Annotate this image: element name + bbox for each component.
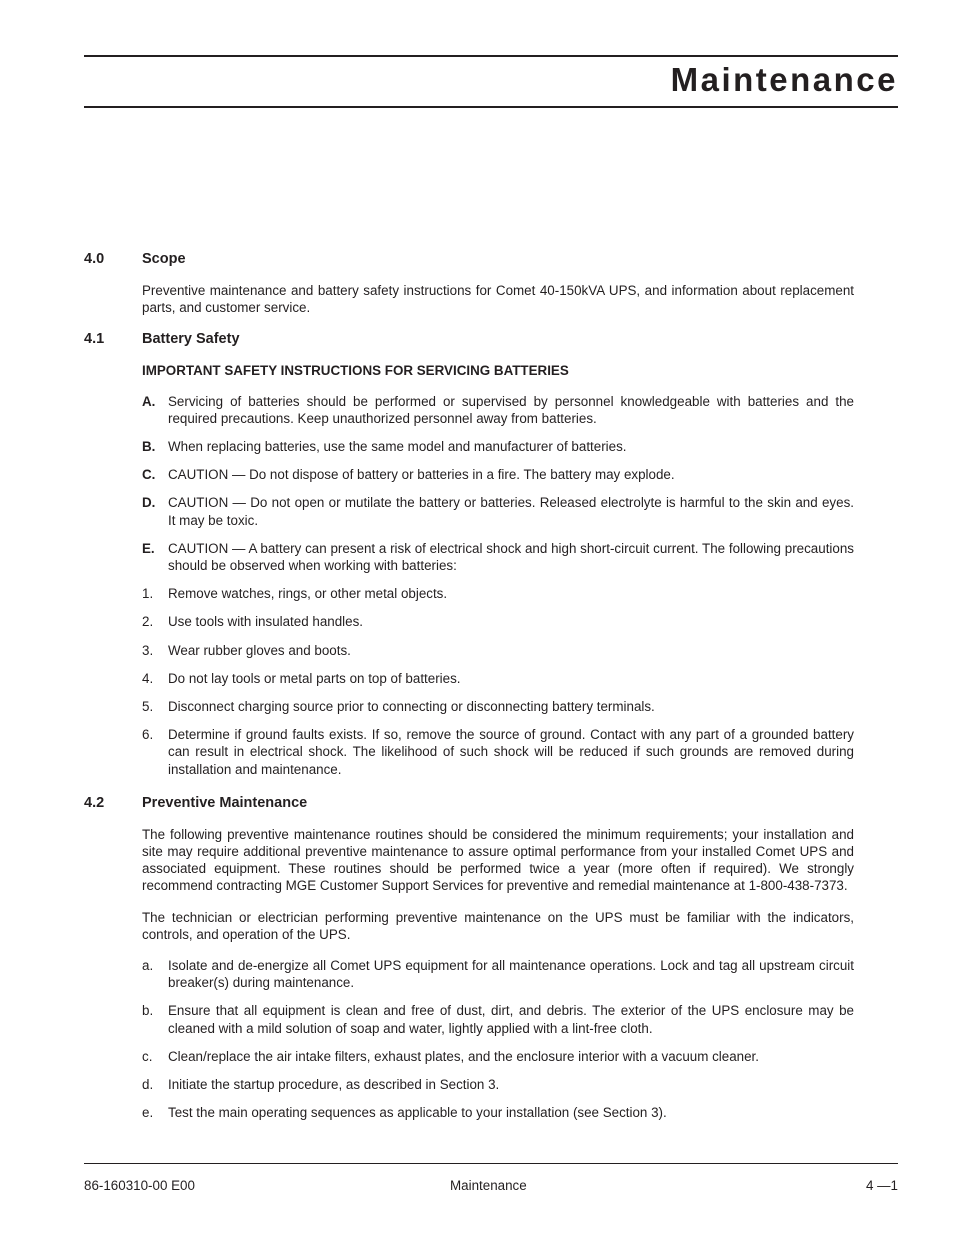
list-item <box>142 698 854 715</box>
list-item-text: Initiate the startup procedure, as described in Section 3. <box>168 1077 500 1093</box>
list-item <box>142 540 854 574</box>
list-item <box>142 585 854 602</box>
list-item <box>142 393 854 427</box>
list-marker: D. <box>142 495 156 511</box>
section-heading-preventive-maintenance <box>84 794 854 812</box>
section-number: 4.2 <box>84 794 105 811</box>
list-item-text: Isolate and de-energize all Comet UPS equipment for all maintenance operations. Lock and tag all upstream circuit breaker(s) during maintenance. <box>168 958 854 991</box>
footer-doc-number: 86-160310-00 E00 <box>84 1178 195 1193</box>
list-item <box>142 1076 854 1093</box>
list-item <box>142 957 854 991</box>
list-item-text: Wear rubber gloves and boots. <box>168 642 351 658</box>
list-item-text: CAUTION — A battery can present a risk of electrical shock and high short-circuit current. The following precautions should be observed when working with batteries: <box>168 540 854 574</box>
list-marker: d. <box>142 1077 154 1093</box>
list-marker: e. <box>142 1105 154 1121</box>
list-item-text: Do not lay tools or metal parts on top of batteries. <box>168 670 461 686</box>
section-heading-scope <box>84 250 854 268</box>
list-item <box>142 1002 854 1036</box>
maintenance-paragraph: The following preventive maintenance routines should be considered the minimum requirements; your installation and site may require additional preventive maintenance to assure optimal performance from your installed Comet UPS and associated equipment. These routines should be performed twice a year (more often if required). We strongly recommend contracting MGE Customer Support Services for preventive and remedial maintenance at 1-800-438-7373. <box>142 826 854 894</box>
list-item-text: Disconnect charging source prior to connecting or disconnecting battery terminals. <box>168 699 655 715</box>
list-marker: a. <box>142 958 154 974</box>
list-marker: c. <box>142 1048 153 1064</box>
section-title: Battery Safety <box>142 331 240 348</box>
maintenance-paragraph: The technician or electrician performing preventive maintenance on the UPS must be familiar with the indicators, controls, and operation of the UPS. <box>142 909 854 942</box>
list-item-text: When replacing batteries, use the same model and manufacturer of batteries. <box>168 439 627 455</box>
list-marker: 4. <box>142 670 154 686</box>
scope-paragraph: Preventive maintenance and battery safety instructions for Comet 40-150kVA UPS, and information about replacement parts, and customer service. <box>142 283 854 316</box>
list-item <box>142 494 854 528</box>
list-item <box>142 613 854 630</box>
document-body <box>84 250 854 1133</box>
list-item-text: Ensure that all equipment is clean and free of dust, dirt, and debris. The exterior of the UPS enclosure may be cleaned with a mild solution of soap and water, lightly applied with a lint-free cloth. <box>168 1003 854 1036</box>
list-item-text: Servicing of batteries should be performed or supervised by personnel knowledgeable with batteries and the required precautions. Keep unauthorized personnel away from batteries. <box>168 393 854 426</box>
footer-page-number: 4 —1 <box>865 1178 898 1193</box>
list-item-text: Clean/replace the air intake filters, exhaust plates, and the enclosure interior with a vacuum cleaner. <box>168 1048 759 1064</box>
list-item-text: CAUTION — Do not dispose of battery or batteries in a fire. The battery may explode. <box>168 467 675 483</box>
list-item-text: Remove watches, rings, or other metal objects. <box>168 586 448 602</box>
list-item-text: Determine if ground faults exists. If so, remove the source of ground. Contact with any part of a grounded battery can result in electrical shock. The likelihood of such shock will be reduced if such grounds are removed during installation and maintenance. <box>168 727 854 777</box>
section-title: Scope <box>142 251 186 267</box>
list-item <box>142 726 854 778</box>
header-bottom-rule <box>84 106 898 108</box>
list-marker: C. <box>142 467 156 483</box>
list-marker: 3. <box>142 642 154 658</box>
safety-instructions-subheading: IMPORTANT SAFETY INSTRUCTIONS FOR SERVICING BATTERIES <box>142 363 569 379</box>
page-title: Maintenance <box>670 61 898 98</box>
list-item <box>142 670 854 687</box>
list-item <box>142 1104 854 1121</box>
list-marker: B. <box>142 439 156 455</box>
footer-chapter-title: Maintenance <box>450 1178 527 1193</box>
list-marker: b. <box>142 1003 154 1019</box>
list-item-text: Use tools with insulated handles. <box>168 614 364 630</box>
section-number: 4.1 <box>84 331 105 348</box>
list-marker: E. <box>142 540 155 556</box>
list-item <box>142 642 854 659</box>
list-marker: 5. <box>142 699 154 715</box>
list-marker: 2. <box>142 614 154 630</box>
section-number: 4.0 <box>84 251 105 267</box>
footer-rule <box>84 1163 898 1164</box>
list-item-text: CAUTION — Do not open or mutilate the battery or batteries. Released electrolyte is harmful to the skin and eyes. It may be toxic. <box>168 495 854 528</box>
section-title: Preventive Maintenance <box>142 794 308 811</box>
list-marker: A. <box>142 393 156 409</box>
header-top-rule <box>84 55 898 57</box>
list-item <box>142 438 854 455</box>
section-heading-battery-safety <box>84 330 854 348</box>
list-marker: 1. <box>142 586 154 602</box>
list-marker: 6. <box>142 727 154 743</box>
list-item <box>142 1048 854 1065</box>
list-item <box>142 466 854 483</box>
list-item-text: Test the main operating sequences as applicable to your installation (see Section 3). <box>168 1105 667 1121</box>
